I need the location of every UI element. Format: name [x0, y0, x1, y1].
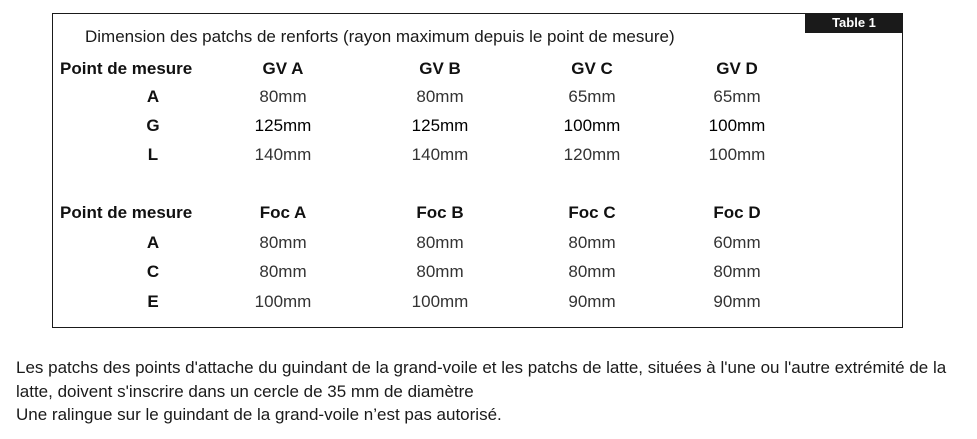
table-cell: 65mm [568, 87, 616, 106]
table-row [53, 142, 902, 168]
table-cell: 80mm [416, 262, 464, 281]
table-cell: 120mm [563, 145, 621, 164]
column-header-foc-d: Foc D [713, 203, 761, 222]
table-cell: 90mm [713, 292, 761, 311]
reinforcement-patch-table [52, 13, 903, 328]
column-header-gv-c: GV C [571, 59, 613, 78]
row-point-label: A [146, 87, 160, 106]
table-cell: 80mm [259, 87, 307, 106]
column-header-point: Point de mesure [60, 59, 193, 78]
table-row [53, 230, 902, 256]
column-header-gv-b: GV B [419, 59, 461, 78]
row-point-label: E [147, 292, 159, 311]
note-paragraph-luff-rope: Une ralingue sur le guindant de la grand-voile n’est pas autorisé. [16, 405, 502, 424]
table-row [53, 113, 902, 139]
table-number-badge: Table 1 [805, 13, 903, 33]
column-header-foc-c: Foc C [568, 203, 616, 222]
table-cell: 140mm [254, 145, 312, 164]
table-cell: 65mm [713, 87, 761, 106]
column-header-gv-a: GV A [262, 59, 304, 78]
table-cell: 100mm [563, 116, 621, 135]
table-cell: 90mm [568, 292, 616, 311]
foc-header-row [53, 200, 902, 226]
row-point-label: C [146, 262, 160, 281]
regulation-note [16, 356, 971, 427]
row-point-label: L [147, 145, 159, 164]
column-header-gv-d: GV D [716, 59, 758, 78]
table-cell: 100mm [708, 145, 766, 164]
table-cell: 80mm [568, 262, 616, 281]
table-cell: 125mm [254, 116, 312, 135]
table-cell: 60mm [713, 233, 761, 252]
table-row [53, 259, 902, 285]
table-cell: 100mm [411, 292, 469, 311]
column-header-foc-b: Foc B [416, 203, 464, 222]
table-cell: 100mm [254, 292, 312, 311]
note-paragraph-patch-circle: Les patchs des points d'attache du guindant de la grand-voile et les patchs de latte, situées à l'une ou l'autre extrémité de la latte, doivent s'inscrire dans un cercle de 35 mm de diamètre [16, 358, 947, 401]
table-cell: 80mm [713, 262, 761, 281]
table-row [53, 289, 902, 315]
table-cell: 80mm [259, 262, 307, 281]
column-header-point: Point de mesure [60, 203, 193, 222]
table-cell: 80mm [259, 233, 307, 252]
column-header-foc-a: Foc A [259, 203, 307, 222]
table-cell: 80mm [416, 87, 464, 106]
row-point-label: G [146, 116, 160, 135]
table-cell: 80mm [416, 233, 464, 252]
gv-header-row [53, 56, 902, 82]
table-cell: 100mm [708, 116, 766, 135]
table-caption: Dimension des patchs de renforts (rayon maximum depuis le point de mesure) [85, 27, 675, 46]
row-point-label: A [146, 233, 160, 252]
table-cell: 80mm [568, 233, 616, 252]
table-row [53, 84, 902, 110]
table-cell: 125mm [411, 116, 469, 135]
table-cell: 140mm [411, 145, 469, 164]
